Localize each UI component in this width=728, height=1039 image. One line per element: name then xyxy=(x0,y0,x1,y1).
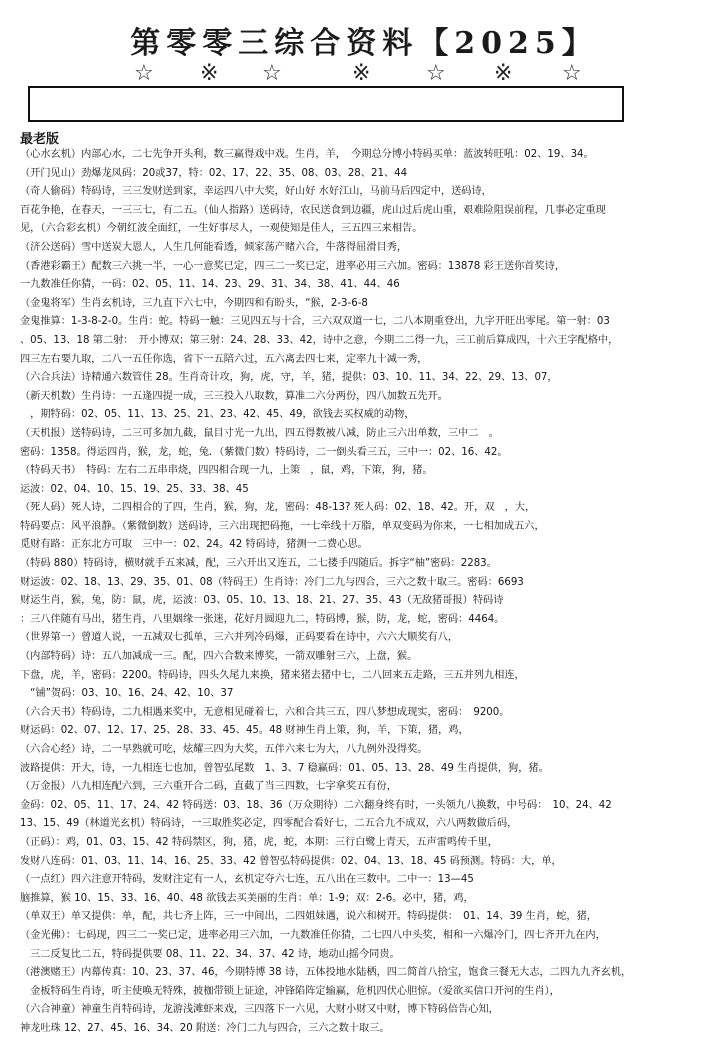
text-line: （世界第一）曾道人说，一五减双七孤单，三六并列冷码爆，正码要看在诗中，六六大顺奖有八， xyxy=(20,632,459,644)
reference-mark-ornament-icon: ※ xyxy=(200,61,219,86)
text-line: 三二反复比二五，特码提供要 08、11、22、34、37、42 诗，地动山摇今同贵。 xyxy=(20,948,400,960)
text-line: 密码：1358。得运四肖，猴，龙，蛇，兔．（紫微门数）特码诗，二一倒头看三五，三中一：02、16、42。 xyxy=(20,446,508,458)
text-line: 金码：02、05、11、17、24、42 特码送：03、18、36（万众期待）二六翻身终有时，一头领九八换数，中号码： 10、24、42 xyxy=(20,799,612,811)
text-line: （特码 880）特码诗，横财就手五来减，配，三六开出又连五，二七搂手四随后。拆字“柚”密码：2283。 xyxy=(20,558,497,570)
text-line: （新天机数）生肖诗：一五逢四提一成，三三投入八取数，算准二六分两份，四八加数五先开。 xyxy=(20,390,448,402)
star-ornament-icon: ☆ xyxy=(262,61,282,86)
text-line: 金板特码生肖诗，听主使唤无特殊，披枷带锁上证途，冲锋陷阵定输赢，危机四伏心胆惊。（爱欲买信口开河的生肖）， xyxy=(20,985,560,997)
text-line: （开门见山）劲爆龙凤码：20或37，特：02、17、22、35、08、03、28、21、44 xyxy=(20,167,408,179)
text-line: 发财八连码：01、03、11、14、16、25、33、42 曾智弘特码提供：02、04、13、18、45 码预测。特码：大，单， xyxy=(20,855,562,867)
text-line: （金鬼将军）生肖玄机诗，三九直下六七中，今期四和有盼头，“猴，2-3-6-8 xyxy=(20,297,368,309)
text-line: 波路提供：开大，诗，一九相连七也加，曾智弘尾数 1、3、7 稳赢码：01、05、13、28、49 生肖提供，狗，猪。 xyxy=(20,762,549,774)
text-line: （一点红）四六注意开特码，发财注定有一人，玄机定夺六七连，五八出在三数中。二中一：13—45 xyxy=(20,874,474,886)
ornament-row xyxy=(0,62,728,86)
text-line: 特码要点：风平浪静。（紫微倒数）送码诗，三六出现把码拖，一七牵线十万脂，单双变码为你来，一七相加成五六， xyxy=(20,520,545,532)
text-line: （六合兵法）诗精通六数管住 28。生肖奇计攻，狗，虎，守，羊，猪，提供：03、10、11、34、22、29、13、07， xyxy=(20,372,558,384)
text-line: （济公送码）雪中送炭大恩人，人生几何能看透，倾家荡产赌六合，牛落得屈滑目秀， xyxy=(20,241,408,253)
text-line: （金光佛）：七码现，四三二一奖已定，进率必用三六加，一九数准任你猜，二七四八中头奖，相和一六爆冷门，四七齐开九在内， xyxy=(20,929,606,941)
text-line: 财运生肖，猴，兔，防：鼠，虎，运波：03、05、10、13、18、21、27、35、43（无敌猪哥报）特码诗 xyxy=(20,595,504,607)
text-line: 13、15、49（林道光玄机）特码诗，一三取胜奖必定，四零配合看好七，二五合九不成双，六八两数做后码， xyxy=(20,818,518,830)
reference-mark-ornament-icon: ※ xyxy=(352,61,371,86)
text-line: 觅财有路：正东北方可取 三中一：02、24。42 特码诗，猪测一二费心思。 xyxy=(20,539,368,551)
text-line: （特码天书） 特码：左右二五串串烧，四四相合现一九，上策 ，鼠，鸡，下策，狗，猪。 xyxy=(20,465,433,477)
text-line: 金鬼推算：1-3-8-2-0。生肖：蛇。特码一触：三见四五与十合，三六双双道一七，二八本期重登出，九字开旺出零尾。第一射：03 xyxy=(20,316,610,328)
text-line: （内部特码）诗：五八加减成一三。配，四六合数来博奖，一箭双雕射三六，上盘，猴。 xyxy=(20,651,418,663)
text-body xyxy=(20,146,714,1039)
text-line: 神龙吐珠 12、27、45、16、34、20 附送：冷门二九与四合，三六之数十取三。 xyxy=(20,1022,390,1034)
text-line: 、05、13、18 第二射： 开小博双；第三射：24、28、33、42，诗中之意，今期二二得一九，三工前后算成四，十六王字配格中， xyxy=(20,334,619,346)
text-line: （六合天书）特码诗，二九相遇来奖中，无意相见碰着七，六和合共三五，四八梦想成现实，密码： 9200。 xyxy=(20,706,510,718)
text-line: “铺”贺码：03、10、16、24、42、10、37 xyxy=(20,688,234,700)
star-ornament-icon: ☆ xyxy=(426,61,446,86)
reference-mark-ornament-icon: ※ xyxy=(494,61,513,86)
text-line: 脑推算，猴 10、15、33、16、40、48 欲钱去买美丽的生肖：单：1-9；双：2-6。必中，猪，鸡， xyxy=(20,892,474,904)
text-line: ，期特码：02、05、11、13、25、21、23、42、45、49，欲钱去买权威的动物， xyxy=(20,409,415,421)
text-line: ：三八伴随有马出，猪生肖，八里姻缘一张迷，花好月圆迎九二，特码博，猴，防，龙，蛇，密码：4464。 xyxy=(20,613,505,625)
page-title: 第零零三综合资料【2025】 xyxy=(130,26,598,61)
text-line: （死人码）死人诗，二四相合的了四，生肖，猴，狗，龙，密码：48-13? 死人码：02、18、42。开，双 ，大， xyxy=(20,502,536,514)
text-line: （心水玄机）内部心水，二七先争开头利，数三赢得戏中戏。生肖，羊， 今期总分博小特码买单：蓝波转旺吼：02、19、34。 xyxy=(20,149,594,160)
text-line: 下盘，虎，羊，密码：2200。特码诗，四头久尾九来换，猪来猪去猪中七，二八回来五走路，三五并列九相连， xyxy=(20,669,525,681)
text-line: 运波：02、04、10、15、19、25、33、38、45 xyxy=(20,483,249,495)
text-line: （六合心经）诗，二一早熟就可吃，炫耀三四为大奖，五伴六来七为大，八九例外没得奖。 xyxy=(20,744,428,755)
text-line: （香港彩霸王）配数三六挑一半，一心一意奖已定，四三二一奖已定，进率必用三六加。密码：13878 彩王送你首奖诗， xyxy=(20,260,566,272)
text-line: （正码）：鸡，01、03、15、42 特码禁区，狗，猪，虎，蛇，本期：三行白鹭上青天，五声雷鸣传千里， xyxy=(20,836,498,848)
text-line: 四三左右要九取，二八一五任你选，省下一五陪六过，五六离去四七来，定率九十减一秀， xyxy=(20,353,428,365)
text-line: （单双王）单又提供：单，配，共七齐上阵，三一中间出，二四姐妹遇，说六和树开。特码提供： 01、14、39 生肖，蛇，猪， xyxy=(20,911,597,923)
section-heading: 最老版 xyxy=(20,132,60,147)
text-line: （奇人偷码）特码诗，三三发财送到家，幸运四八中大奖，好山好 水好江山，马前马后四定中，送码诗， xyxy=(20,186,492,198)
star-ornament-icon: ☆ xyxy=(562,61,582,86)
empty-banner-box xyxy=(28,86,624,122)
star-ornament-icon: ☆ xyxy=(134,61,154,86)
text-line: 见，（六合彩玄机）今朝红波全面红，一生好事尽人，一观使知是佳人，三五四三来相告。 xyxy=(20,223,423,235)
text-line: 财运码：02、07、12、17、25、28、33、45、45。48 财神生肖上策，狗，羊，下策，猪，鸡， xyxy=(20,725,469,737)
text-line: 财运波：02、18、13、29、35、01、08（特码王）生肖诗：冷门二九与四合，三六之数十取三。密码：6693 xyxy=(20,576,524,588)
text-line: 百花争艳，在春天，一三三七，有二五。（仙人指路）送码诗，农民送食到边疆，虎山过后虎山重，艰难险阻误前程，几事必定重现 xyxy=(20,204,606,216)
text-line: 一九数准任你猜，一码：02、05、11、14、23、29、31、34、38、41、44、46 xyxy=(20,279,400,291)
text-line: （六合神童）神童生肖特码诗，龙游浅滩虾来戏，三四落下一六见，大财小财又中财，博下特码倍告心知， xyxy=(20,1004,499,1016)
text-line: （万金报）八九相连配六到，三六重开合二码，直截了当三四数，七字拿奖五有份， xyxy=(20,781,397,793)
text-line: （天机报）送特码诗，二三可多加九截，鼠目寸光一九出，四五得数被八减，防止三六出单数，三中二 。 xyxy=(20,427,499,439)
text-line: （港澳赌王）内幕传真：10、23、37、46，今期特博 38 诗，五体投地水陆栖，四二简首八拾宝，饱食三餐无大志，二四九九齐玄机， xyxy=(20,967,632,979)
